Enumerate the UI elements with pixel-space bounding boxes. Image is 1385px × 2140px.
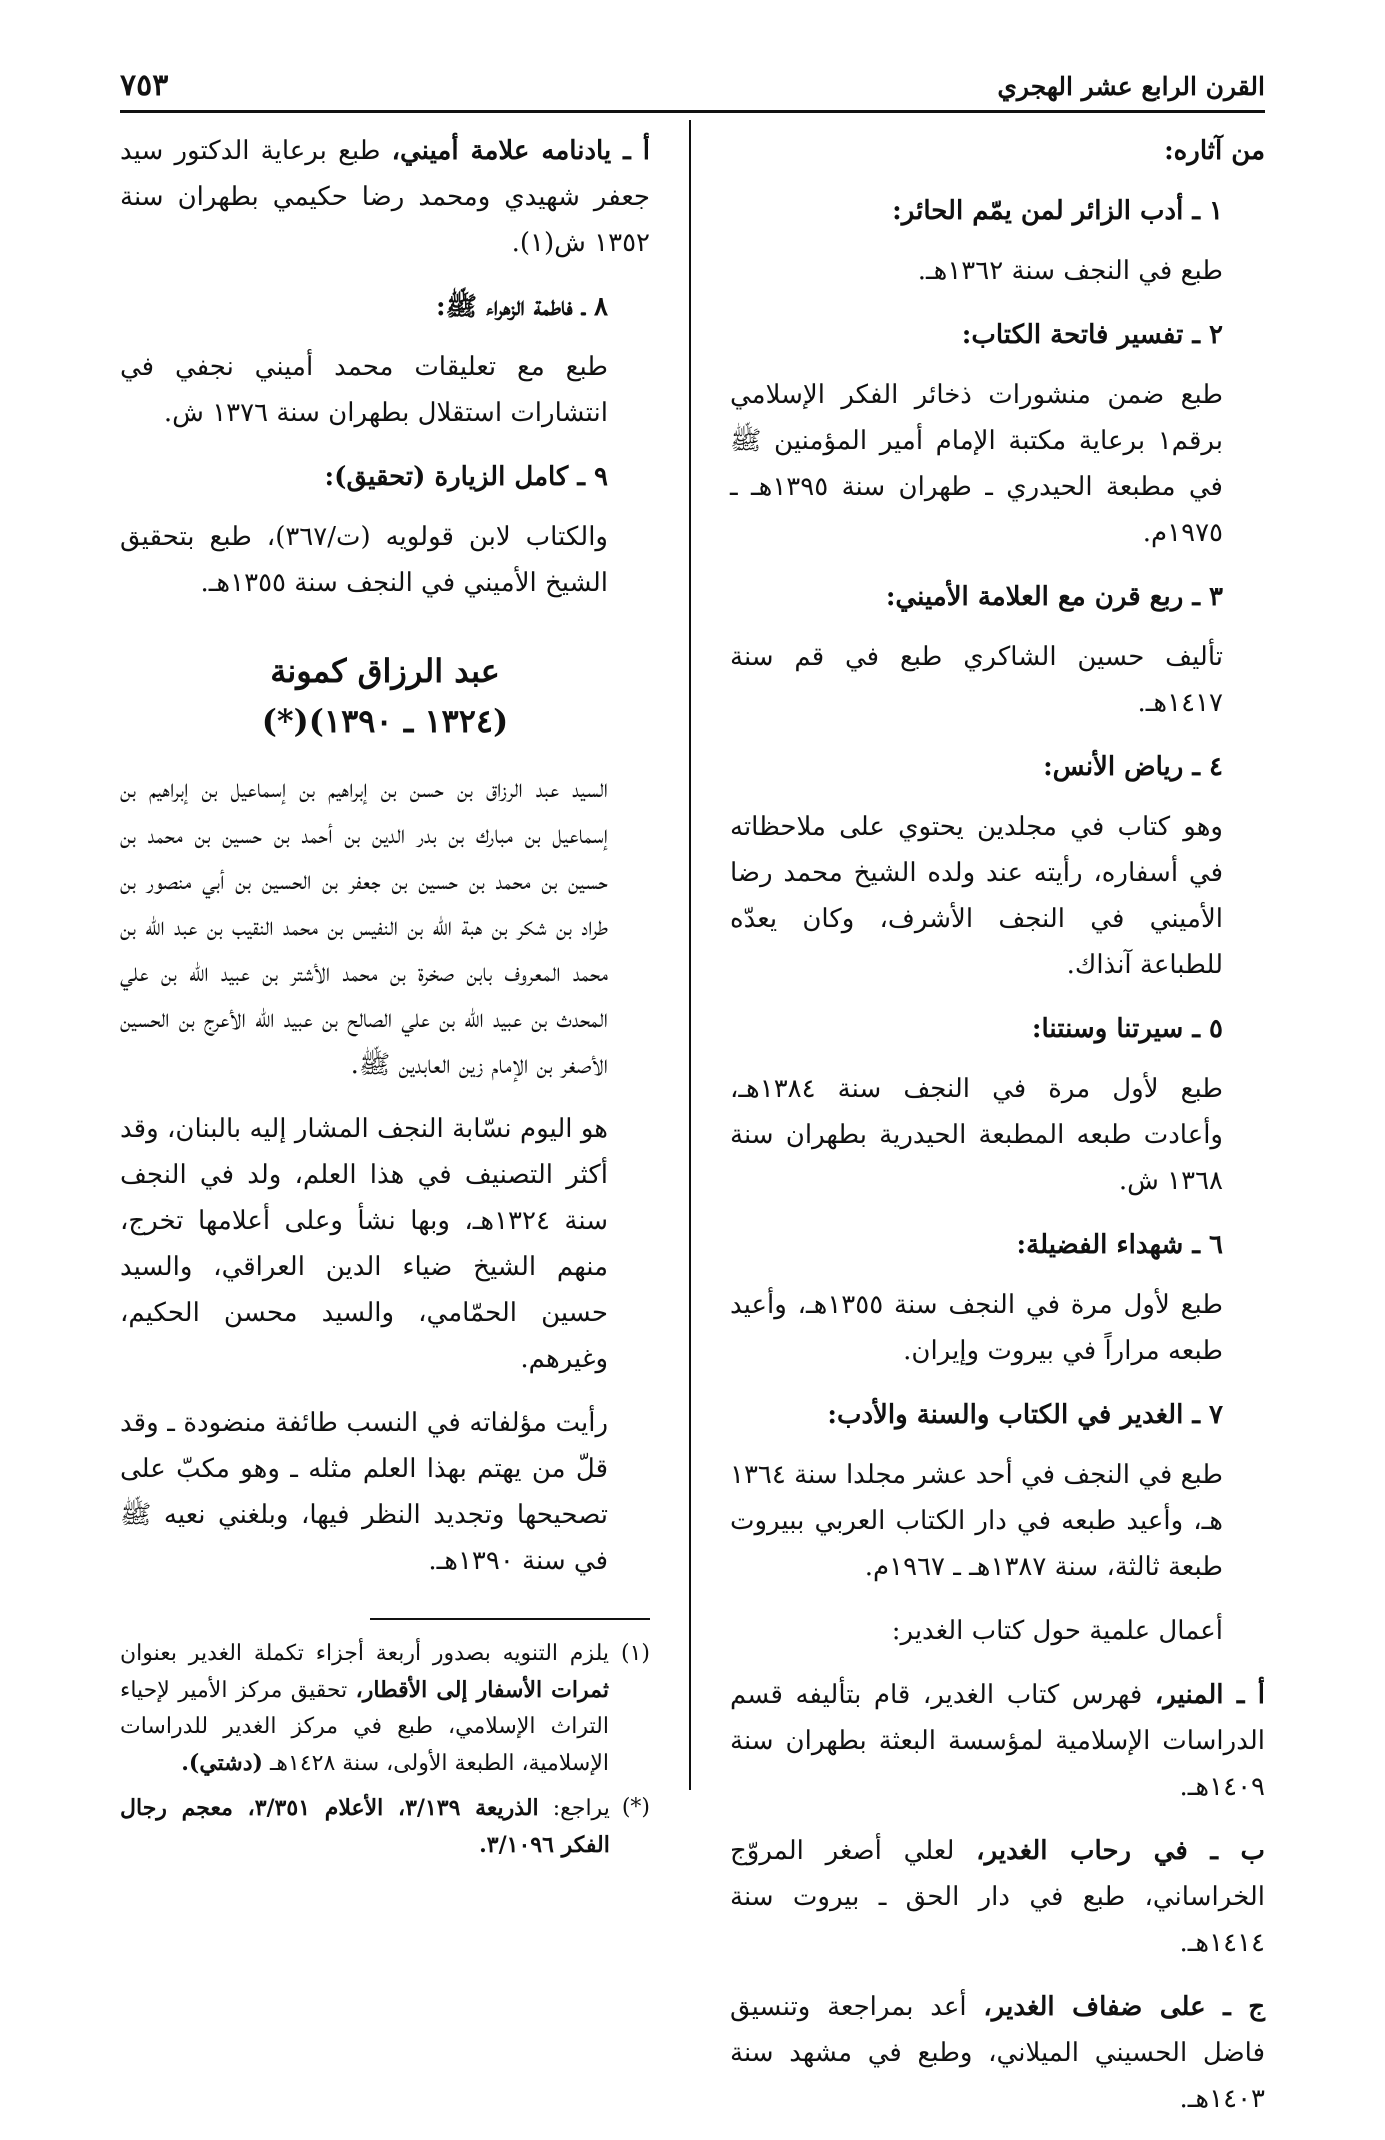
header-rule — [120, 110, 1265, 113]
footnote-marker: (١) — [620, 1641, 650, 1666]
work-title: ٥ ـ سيرتنا وسنتنا: — [1031, 1014, 1223, 1044]
work-title: ٤ ـ رياض الأنس: — [1043, 752, 1223, 782]
biography-paragraph: هو اليوم نسّابة النجف المشار إليه بالبنان، وقد أكثر التصنيف في هذا العلم، ولد في النجف سنة ١٣٢٤هـ، وبها نشأ وعلى أعلامها تخرج، منهم الشيخ ضياء الدين العراقي، والسيد حسين الحمّامي، والسيد محسن الحكيم، وغيرهم. — [120, 1114, 608, 1374]
work-title: ٩ ـ كامل الزيارة (تحقيق): — [324, 462, 608, 492]
footnote-text — [120, 1790, 610, 1864]
biography-paragraph: رأيت مؤلفاته في النسب طائفة منضودة ـ وقد قلّ من يهتم بهذا العلم مثله ـ وهو مكبّ على تصحيحها وتجديد النظر فيها، وبلغني نعيه ﷺ في سنة ١٣٩٠هـ. — [120, 1408, 608, 1576]
work-title: ١ ـ أدب الزائر لمن يمّم الحائر: — [892, 196, 1223, 226]
ghadir-work-title: أ ـ المنير، — [1154, 1680, 1265, 1710]
page-number: ٧٥٣ — [120, 68, 169, 103]
footnote-rule — [370, 1618, 650, 1620]
ghadir-work-entry — [730, 1984, 1265, 2122]
footnote-text — [120, 1636, 609, 1782]
work-description: طبع ضمن منشورات ذخائر الفكر الإسلامي برقم١ برعاية مكتبة الإمام أمير المؤمنين ﷺ في مطبعة الحيدري ـ طهران سنة ١٣٩٥هـ ـ ١٩٧٥م. — [730, 380, 1223, 548]
work-entry — [120, 128, 650, 266]
work-title: ٣ ـ ربع قرن مع العلامة الأميني: — [885, 582, 1223, 612]
ghadir-work-title: ج ـ على ضفاف الغدير، — [983, 1992, 1266, 2022]
work-title: ٨ ـ فاطمة الزهراء ﷺ: — [436, 292, 608, 322]
person-name: عبد الرزاق كمونة — [270, 652, 500, 690]
work-description: طبع برعاية الدكتور سيد جعفر شهيدي ومحمد رضا حكيمي بطهران سنة ١٣٥٢ ش(١). — [120, 136, 650, 258]
column-divider — [689, 120, 691, 1790]
work-description: طبع في النجف سنة ١٣٦٢هـ. — [917, 256, 1223, 286]
work-description: طبع في النجف في أحد عشر مجلدا سنة ١٣٦٤ هـ، وأعيد طبعه في دار الكتاب العربي ببيروت طبعة ثالثة، سنة ١٣٨٧هـ ـ ١٩٦٧م. — [730, 1460, 1223, 1582]
biography-paragraph: السيد عبد الرزاق بن حسن بن إبراهيم بن إسماعيل بن إبراهيم بن إسماعيل بن مبارك بن بدر الدين بن أحمد بن حسين بن محمد بن حسين بن محمد بن حسين بن جعفر بن الحسين بن أبي منصور بن طراد بن شكر بن هبة الله بن النفيس بن محمد النقيب بن عبد الله بن محمد المعروف بابن صخرة بن محمد الأشتر بن عبيد الله بن علي المحدث بن عبيد الله بن علي الصالح بن عبيد الله الأعرج بن الحسين الأصغر بن الإمام زين العابدين ﷺ. — [120, 774, 608, 1080]
work-title: ٦ ـ شهداء الفضيلة: — [1016, 1230, 1223, 1260]
work-description: وهو كتاب في مجلدين يحتوي على ملاحظاته في أسفاره، رأيته عند ولده الشيخ محمد رضا الأميني في النجف الأشرف، وكان يعدّه للطباعة آنذاك. — [730, 812, 1223, 980]
ghadir-works-intro: أعمال علمية حول كتاب الغدير: — [891, 1616, 1223, 1646]
footnote — [120, 1636, 650, 1782]
footnote-marker: (*) — [621, 1795, 650, 1820]
footnote-text-part: يلزم التنويه بصدور أربعة أجزاء تكملة الغدير بعنوان — [120, 1641, 609, 1666]
biography-heading — [120, 646, 650, 746]
ghadir-work-description: لعلي أصغر المروّج الخراساني، طبع في دار الحق ـ بيروت سنة ١٤١٤هـ. — [730, 1836, 1265, 1958]
left-column — [120, 128, 650, 1872]
work-description: تأليف حسين الشاكري طبع في قم سنة ١٤١٧هـ. — [730, 642, 1223, 718]
footnote-source: (دشتي). — [181, 1750, 263, 1776]
footnote-references: الذريعة ٣/١٣٩، الأعلام ٣/٣٥١، معجم رجال الفكر ٣/١٠٩٦. — [120, 1795, 610, 1858]
footnote-book-title: ثمرات الأسفار إلى الأقطار، — [355, 1677, 609, 1703]
footnote-text-part: تحقيق مركز الأمير لإحياء التراث الإسلامي، طبع في مركز الغدير للدراسات الإسلامية، الطبعة الأولى، سنة ١٤٢٨هـ — [120, 1678, 609, 1776]
ghadir-work-title: ب ـ في رحاب الغدير، — [976, 1836, 1265, 1866]
running-head-title: القرن الرابع عشر الهجري — [997, 72, 1265, 101]
works-heading: من آثاره: — [1164, 136, 1265, 166]
person-dates: (١٣٢٤ ـ ١٣٩٠)(*) — [261, 702, 509, 740]
footnote — [120, 1790, 650, 1864]
work-description: طبع لأول مرة في النجف سنة ١٣٥٥هـ، وأعيد طبعه مراراً في بيروت وإيران. — [730, 1290, 1223, 1366]
running-header — [120, 62, 1265, 106]
work-description: طبع لأول مرة في النجف سنة ١٣٨٤هـ، وأعادت طبعه المطبعة الحيدرية بطهران سنة ١٣٦٨ ش. — [730, 1074, 1223, 1196]
work-description: طبع مع تعليقات محمد أميني نجفي في انتشارات استقلال بطهران سنة ١٣٧٦ ش. — [120, 352, 608, 428]
ghadir-work-description: فهرس كتاب الغدير، قام بتأليفه قسم الدراسات الإسلامية لمؤسسة البعثة بطهران سنة ١٤٠٩هـ. — [730, 1680, 1265, 1802]
ghadir-work-description: أعد بمراجعة وتنسيق فاضل الحسيني الميلاني، وطبع في مشهد سنة ١٤٠٣هـ. — [730, 1992, 1265, 2114]
ghadir-work-entry — [730, 1828, 1265, 1966]
footnote-text-part: يراجع: — [552, 1796, 610, 1821]
work-title: ٧ ـ الغدير في الكتاب والسنة والأدب: — [827, 1400, 1223, 1430]
work-title: ٢ ـ تفسير فاتحة الكتاب: — [961, 320, 1223, 350]
right-column — [730, 128, 1265, 2140]
work-title: أ ـ يادنامه علامة أميني، — [391, 136, 650, 166]
ghadir-work-entry — [730, 1672, 1265, 1810]
work-description: والكتاب لابن قولويه (ت/٣٦٧)، طبع بتحقيق الشيخ الأميني في النجف سنة ١٣٥٥هـ. — [120, 522, 608, 598]
